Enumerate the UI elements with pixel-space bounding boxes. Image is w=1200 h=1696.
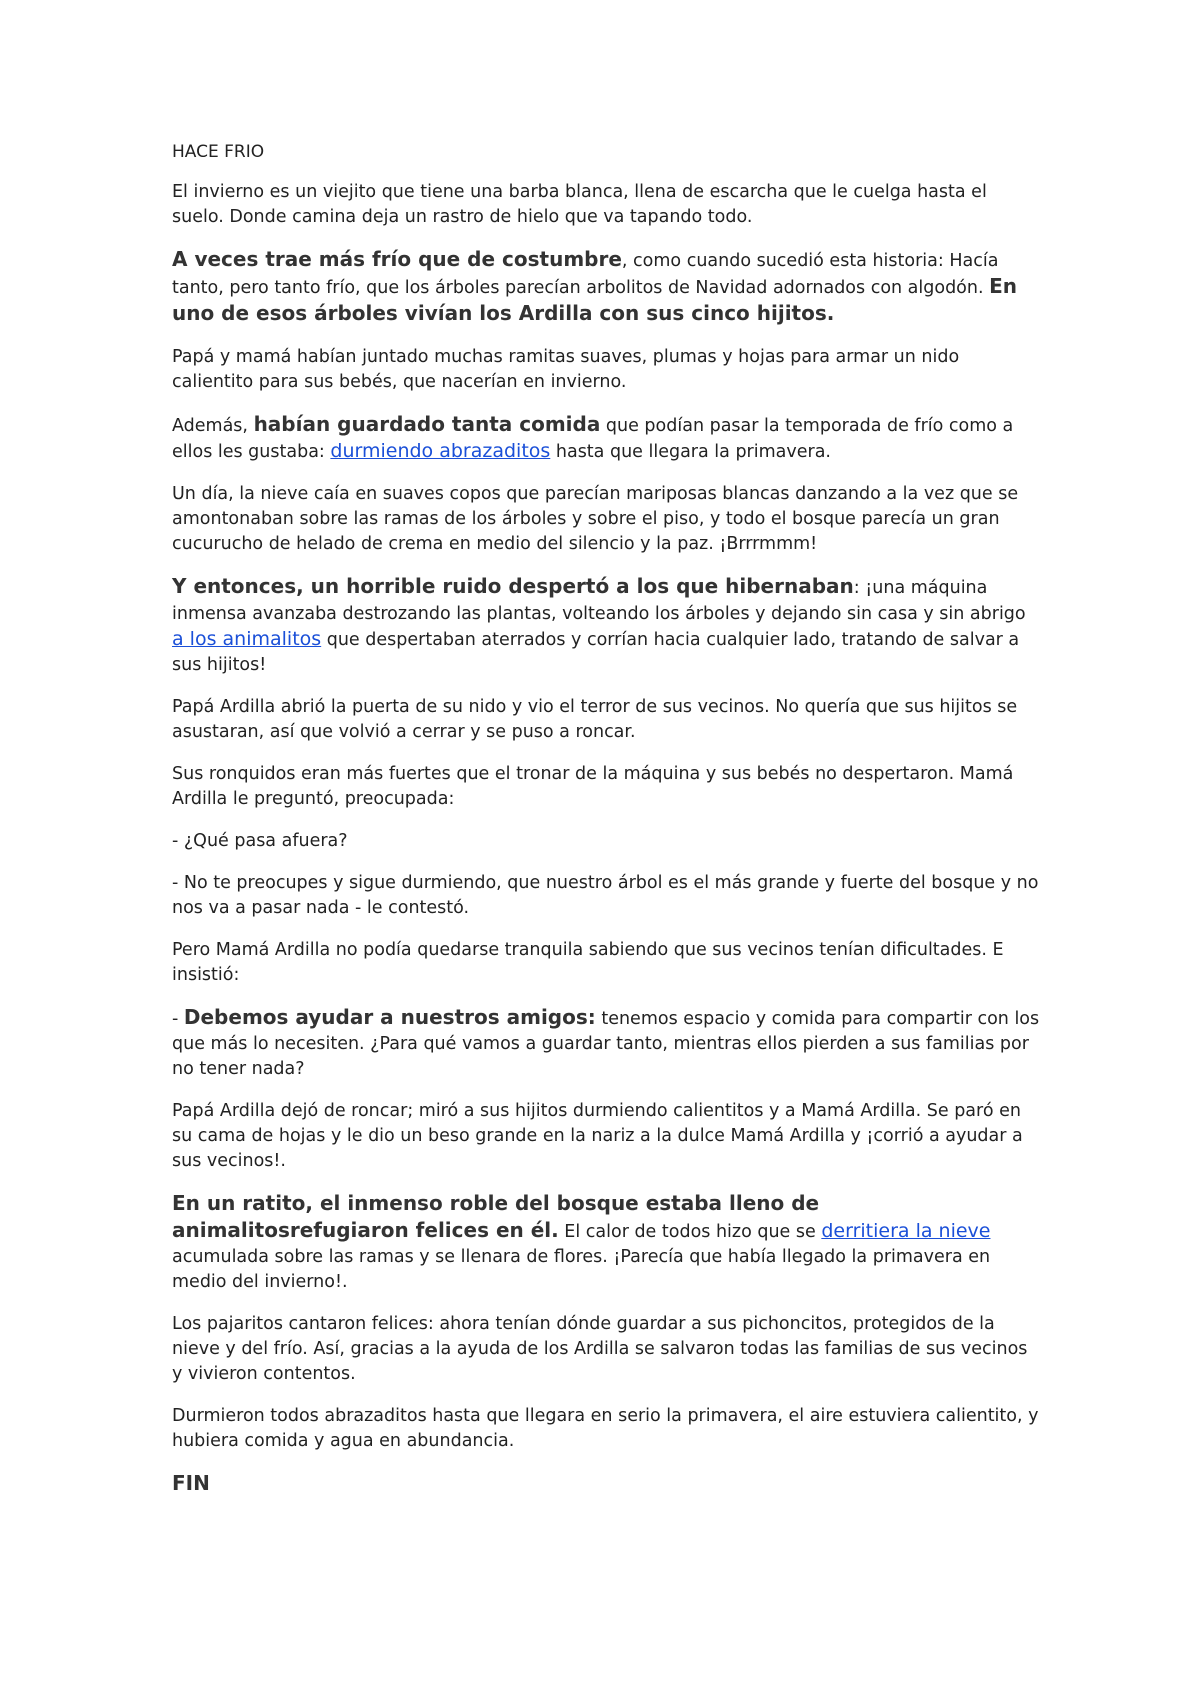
emphasis-text: En uno de esos árboles vivían los Ardilla con sus cinco hijitos.: [172, 274, 1018, 325]
paragraph-text: El calor de todos hizo que se: [558, 1222, 822, 1242]
paragraph-16: Durmieron todos abrazaditos hasta que llegara en serio la primavera, el aire estuviera calientito, y hubiera comida y agua en abundancia.: [172, 1406, 1039, 1451]
paragraph-1: El invierno es un viejito que tiene una barba blanca, llena de escarcha que le cuelga hasta el suelo. Donde camina deja un rastro de hielo que va tapando todo.: [172, 182, 987, 227]
paragraph-text: Además,: [172, 416, 254, 436]
paragraph-text: que podían pasar la temporada de frío como a ellos les gustaba:: [172, 416, 1014, 462]
paragraph-text: : ¡una máquina inmensa avanzaba destrozando las plantas, volteando los árboles y dejando sin casa y sin abrigo: [172, 578, 1026, 624]
link-a-los-animalitos[interactable]: a los animalitos: [172, 628, 322, 650]
end-marker: FIN: [172, 1471, 210, 1495]
emphasis-text: A veces trae más frío que de costumbre: [172, 247, 622, 271]
paragraph-9: - ¿Qué pasa afuera?: [172, 831, 348, 851]
emphasis-text: habían guardado tanta comida: [253, 412, 601, 436]
paragraph-text: tenemos espacio y comida para compartir con los que más lo necesiten. ¿Para qué vamos a guardar tanto, mientras ellos pierden a sus familias por no tener nada?: [172, 1009, 1040, 1079]
paragraph-13: Papá Ardilla dejó de roncar; miró a sus hijitos durmiendo calientitos y a Mamá Ardilla. Se paró en su cama de hojas y le dio un beso grande en la nariz a la dulce Mamá Ardilla y ¡corrió a ayudar a sus vecinos!.: [172, 1101, 1023, 1171]
paragraph-12: [172, 1005, 1042, 1082]
emphasis-text: Debemos ayudar a nuestros amigos:: [183, 1005, 596, 1029]
paragraph-text: que despertaban aterrados y corrían hacia cualquier lado, tratando de salvar a sus hijitos!: [172, 630, 1020, 675]
paragraph-6: [172, 574, 1042, 678]
link-derritiera-la-nieve[interactable]: derritiera la nieve: [821, 1220, 991, 1242]
paragraph-15: Los pajaritos cantaron felices: ahora tenían dónde guardar a sus pichoncitos, protegidos de la nieve y del frío. Así, gracias a la ayuda de los Ardilla se salvaron todas las familias de sus vecinos y vivieron contentos.: [172, 1314, 1028, 1384]
paragraph-4: [172, 412, 1042, 465]
paragraph-8: Sus ronquidos eran más fuertes que el tronar de la máquina y sus bebés no despertaron. Mamá Ardilla le preguntó, preocupada:: [172, 764, 1014, 809]
paragraph-11: Pero Mamá Ardilla no podía quedarse tranquila sabiendo que sus vecinos tenían dificultades. E insistió:: [172, 940, 1004, 985]
document-page: [172, 140, 1042, 1513]
paragraph-10: - No te preocupes y sigue durmiendo, que nuestro árbol es el más grande y fuerte del bosque y no nos va a pasar nada - le contestó.: [172, 873, 1039, 918]
paragraph-3: Papá y mamá habían juntado muchas ramitas suaves, plumas y hojas para armar un nido calientito para sus bebés, que nacerían en invierno.: [172, 347, 960, 392]
link-durmiendo-abrazaditos[interactable]: durmiendo abrazaditos: [330, 440, 551, 462]
paragraph-text: -: [172, 1009, 184, 1029]
paragraph-text: , como cuando sucedió esta historia: Hacía tanto, pero tanto frío, que los árboles parecían arbolitos de Navidad adornados con algodón.: [172, 251, 999, 298]
paragraph-2: [172, 247, 1042, 328]
document-title: HACE FRIO: [172, 142, 265, 162]
emphasis-text: Y entonces, un horrible ruido despertó a los que hibernaban: [172, 574, 854, 598]
emphasis-text: En un ratito, el inmenso roble del bosque estaba lleno de animalitosrefugiaron felices en él.: [172, 1191, 820, 1242]
paragraph-text: acumulada sobre las ramas y se llenara de flores. ¡Parecía que había llegado la primavera en medio del invierno!.: [172, 1247, 991, 1292]
paragraph-text: hasta que llegara la primavera.: [550, 442, 831, 462]
paragraph-5: Un día, la nieve caía en suaves copos que parecían mariposas blancas danzando a la vez que se amontonaban sobre las ramas de los árboles y sobre el piso, y todo el bosque parecía un gran cucurucho de helado de crema en medio del silencio y la paz. ¡Brrrmmm!: [172, 484, 1019, 554]
paragraph-14: [172, 1191, 1042, 1295]
paragraph-7: Papá Ardilla abrió la puerta de su nido y vio el terror de sus vecinos. No quería que sus hijitos se asustaran, así que volvió a cerrar y se puso a roncar.: [172, 697, 1018, 742]
